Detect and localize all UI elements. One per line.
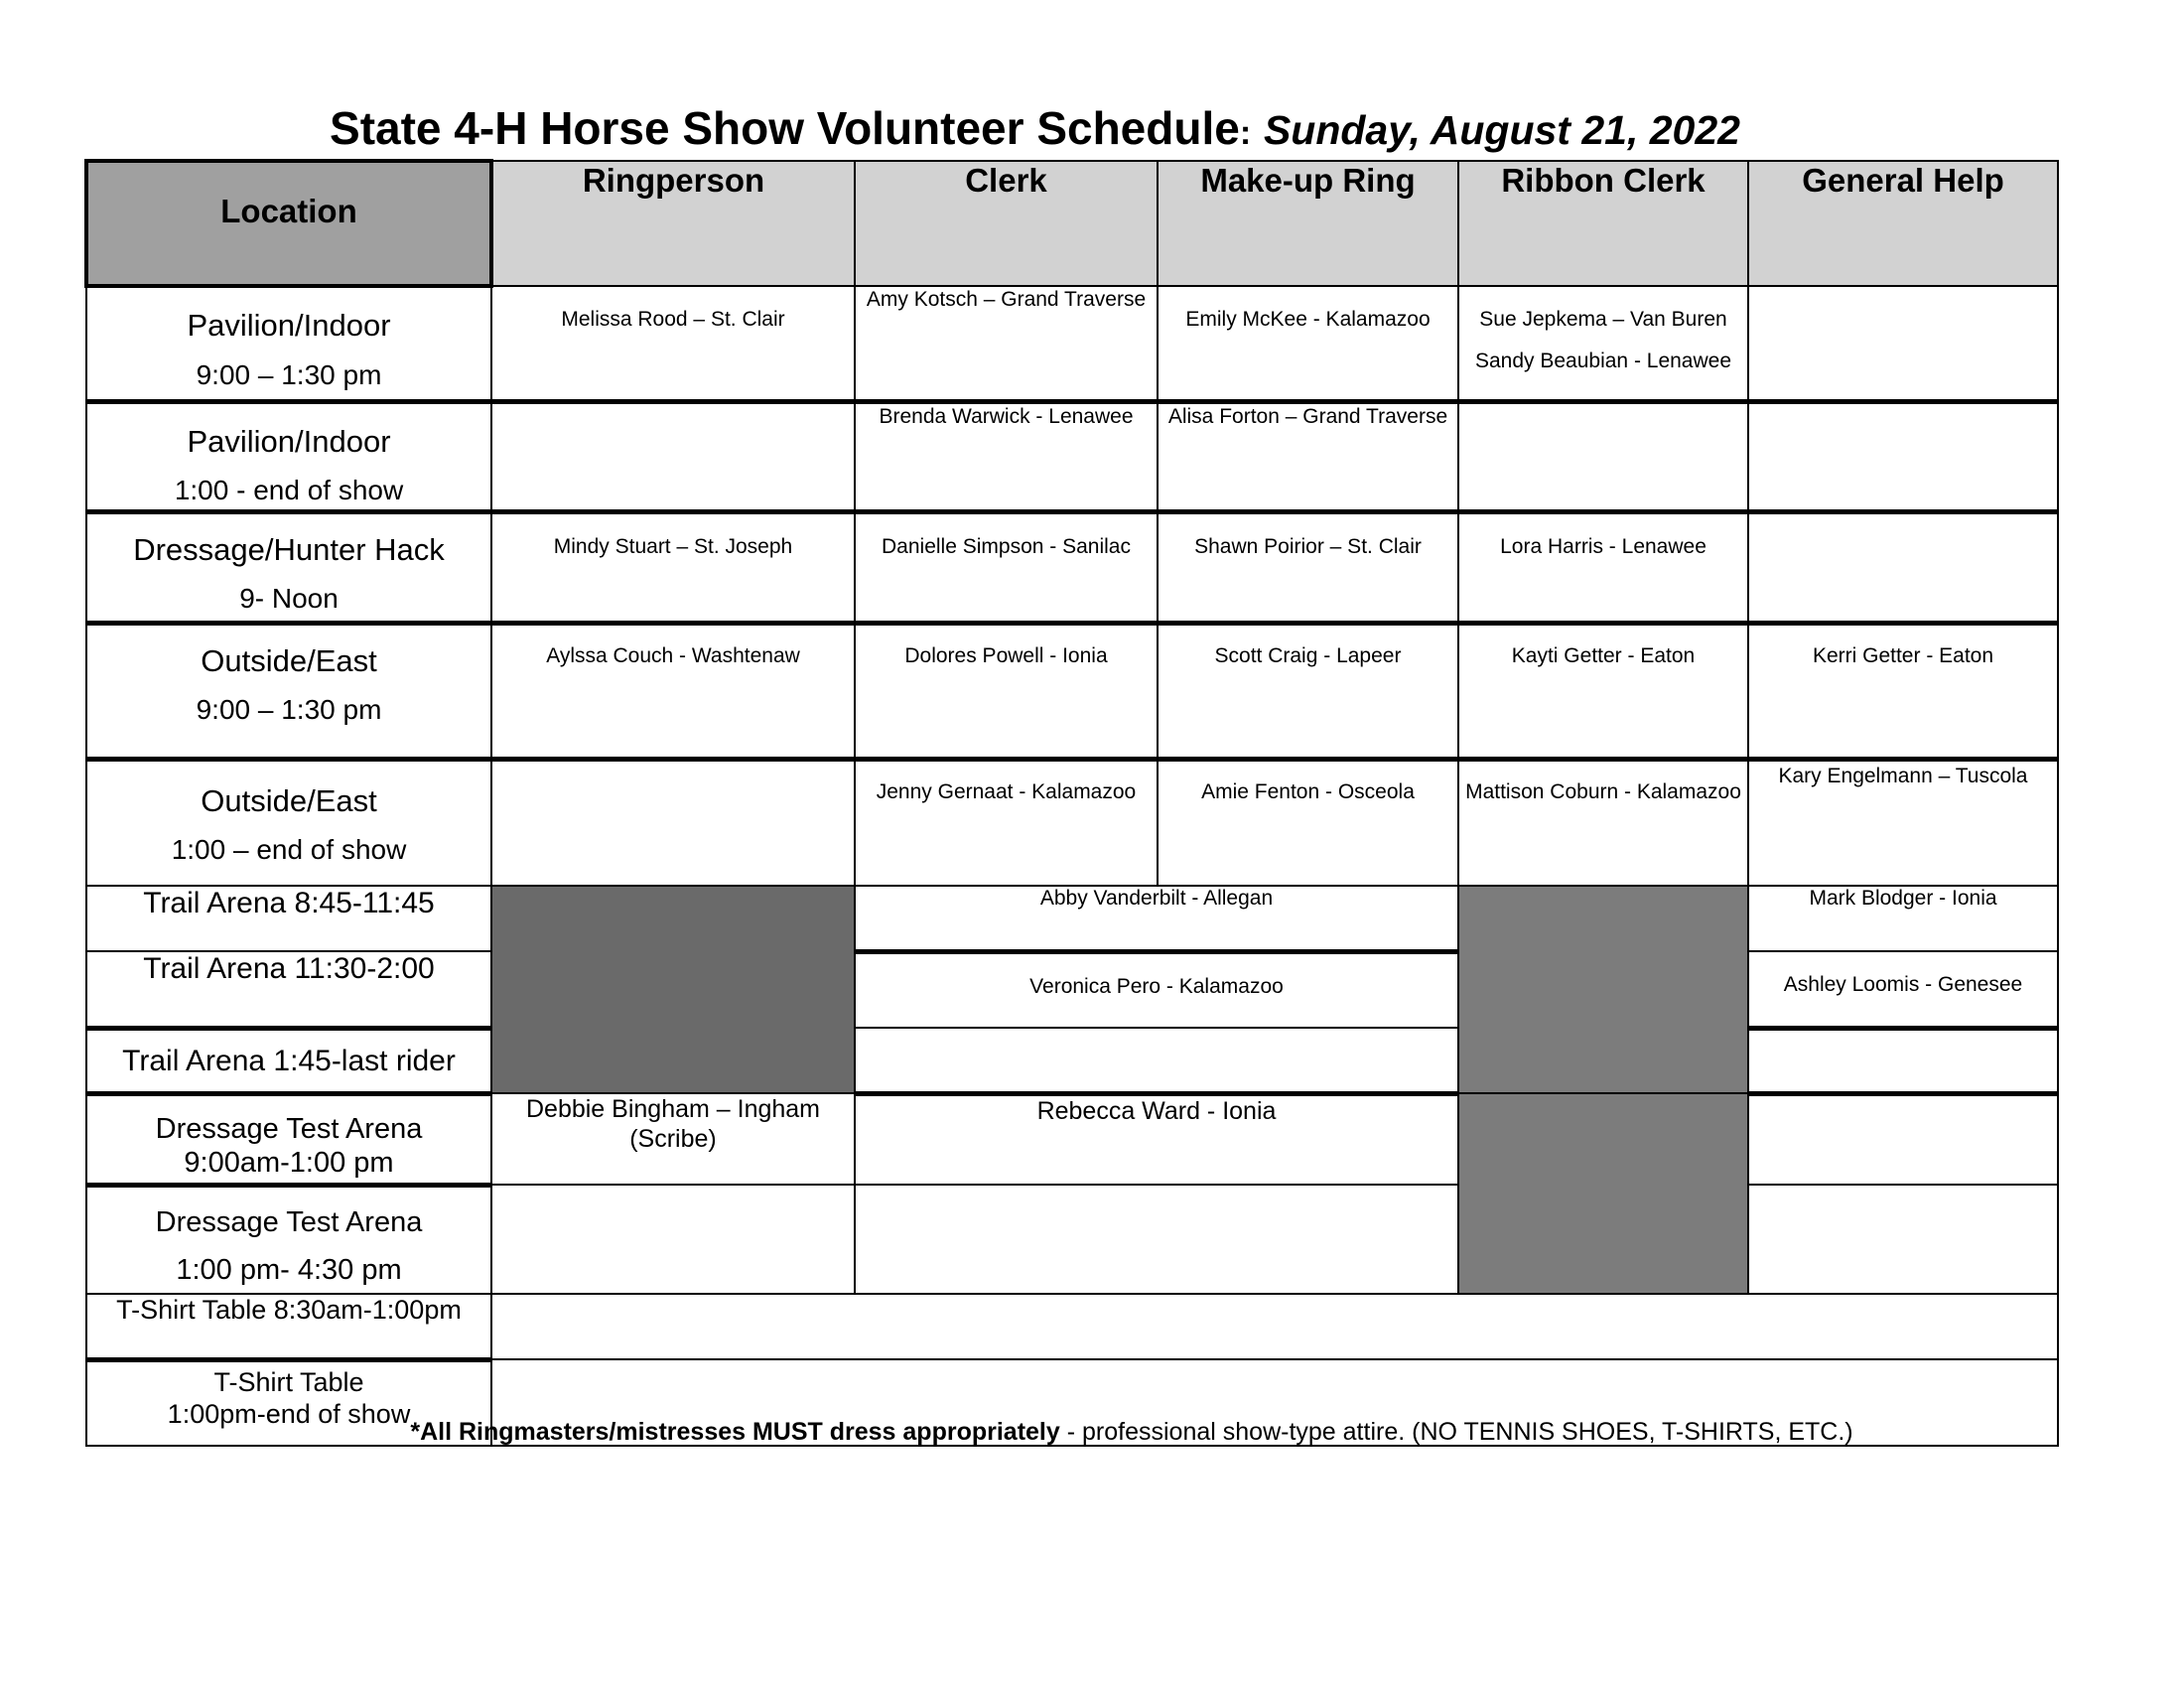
page-title [0,101,2070,155]
ringperson-cell: Melissa Rood – St. Clair [491,286,855,401]
table-row [86,1028,2058,1093]
clerk-cell: Dolores Powell - Ionia [855,623,1158,759]
header-clerk: Clerk [855,161,1158,286]
table-row [86,401,2058,511]
location-name: Dressage/Hunter Hack [133,531,445,567]
makeup-cell: Emily McKee - Kalamazoo [1158,286,1458,401]
location-time: 9:00 – 1:30 pm [196,694,382,726]
location-name: Dressage Test Arena [155,1205,423,1238]
title-main: State 4-H Horse Show Volunteer Schedule [330,102,1240,154]
header-makeup-ring: Make-up Ring [1158,161,1458,286]
general-cell: Ashley Loomis - Genesee [1748,951,2058,1028]
header-general-help: General Help [1748,161,2058,286]
location-cell: T-Shirt Table 8:30am-1:00pm [86,1294,491,1359]
location-cell: Trail Arena 1:45-last rider [86,1028,491,1093]
footer-rest: - professional show-type attire. (NO TENNIS SHOES, T-SHIRTS, ETC.) [1059,1418,1853,1446]
location-name: T-Shirt Table [213,1366,364,1397]
ribbon-cell: Kayti Getter - Eaton [1458,623,1748,759]
ribbon-name-1: Sue Jepkema – Van Buren [1479,308,1727,331]
general-cell [1748,1185,2058,1294]
general-cell [1748,286,2058,401]
general-cell: Kerri Getter - Eaton [1748,623,2058,759]
table-row [86,623,2058,759]
location-cell [86,1185,491,1294]
location-time: 9:00am-1:00 pm [184,1147,394,1180]
general-cell [1748,1093,2058,1185]
blocked-cell [491,886,855,1093]
title-date: Sunday, August 21, 2022 [1263,107,1740,153]
location-cell [86,1093,491,1185]
makeup-cell: Alisa Forton – Grand Traverse [1158,401,1458,511]
clerk-makeup-cell: Abby Vanderbilt - Allegan [855,886,1458,951]
blocked-cell [1458,886,1748,1093]
ribbon-cell: Lora Harris - Lenawee [1458,511,1748,623]
footer-note [0,1418,2184,1447]
location-cell [86,286,491,401]
table-row [86,286,2058,401]
clerk-makeup-cell [855,1185,1458,1294]
clerk-makeup-cell: Rebecca Ward - Ionia [855,1093,1458,1185]
table-row [86,886,2058,951]
location-name: Pavilion/Indoor [187,423,391,459]
footer-bold: *All Ringmasters/mistresses MUST dress appropriately [410,1418,1060,1446]
ribbon-cell [1458,286,1748,401]
ringperson-cell [491,759,855,886]
location-time: 9- Noon [239,583,339,615]
header-row [86,161,2058,286]
table-row [86,1294,2058,1359]
ribbon-name-2: Sandy Beaubian - Lenawee [1474,350,1732,373]
ribbon-cell [1458,401,1748,511]
location-name: Dressage Test Arena [155,1112,423,1145]
ringperson-cell: Debbie Bingham – Ingham (Scribe) [491,1093,855,1185]
ringperson-cell: Mindy Stuart – St. Joseph [491,511,855,623]
header-location: Location [86,161,491,286]
makeup-cell: Shawn Poirior – St. Clair [1158,511,1458,623]
makeup-cell: Scott Craig - Lapeer [1158,623,1458,759]
clerk-cell: Brenda Warwick - Lenawee [855,401,1158,511]
header-ribbon-clerk: Ribbon Clerk [1458,161,1748,286]
table-row [86,511,2058,623]
ribbon-cell: Mattison Coburn - Kalamazoo [1458,759,1748,886]
clerk-cell: Danielle Simpson - Sanilac [855,511,1158,623]
location-time: 9:00 – 1:30 pm [196,358,382,390]
location-cell [86,759,491,886]
tshirt-cell [491,1294,2058,1359]
location-cell [86,401,491,511]
location-cell: Trail Arena 8:45-11:45 [86,886,491,951]
general-cell: Mark Blodger - Ionia [1748,886,2058,951]
location-name: Pavilion/Indoor [187,308,391,343]
location-time: 1:00 - end of show [174,475,404,506]
general-cell [1748,1028,2058,1093]
location-cell [86,623,491,759]
location-time: 1:00 pm- 4:30 pm [176,1254,402,1287]
general-cell: Kary Engelmann – Tuscola [1748,759,2058,886]
location-time: 1:00pm-end of show [167,1398,411,1429]
table-row [86,1093,2058,1185]
makeup-cell: Amie Fenton - Osceola [1158,759,1458,886]
clerk-cell: Jenny Gernaat - Kalamazoo [855,759,1158,886]
location-cell [86,511,491,623]
header-ringperson: Ringperson [491,161,855,286]
clerk-makeup-cell: Veronica Pero - Kalamazoo [855,951,1458,1028]
schedule-table [84,159,2059,1447]
clerk-cell: Amy Kotsch – Grand Traverse [855,286,1158,401]
blocked-cell [1458,1093,1748,1294]
ringperson-cell [491,1185,855,1294]
location-time: 1:00 – end of show [171,834,407,866]
ringperson-cell: Aylssa Couch - Washtenaw [491,623,855,759]
ringperson-cell [491,401,855,511]
location-name: Outside/East [201,782,377,818]
general-cell [1748,511,2058,623]
table-row [86,1185,2058,1294]
clerk-makeup-cell [855,1028,1458,1093]
table-row [86,951,2058,1028]
location-cell: Trail Arena 11:30-2:00 [86,951,491,1028]
general-cell [1748,401,2058,511]
title-colon: : [1239,114,1252,152]
table-row [86,759,2058,886]
location-name: Outside/East [201,642,377,678]
